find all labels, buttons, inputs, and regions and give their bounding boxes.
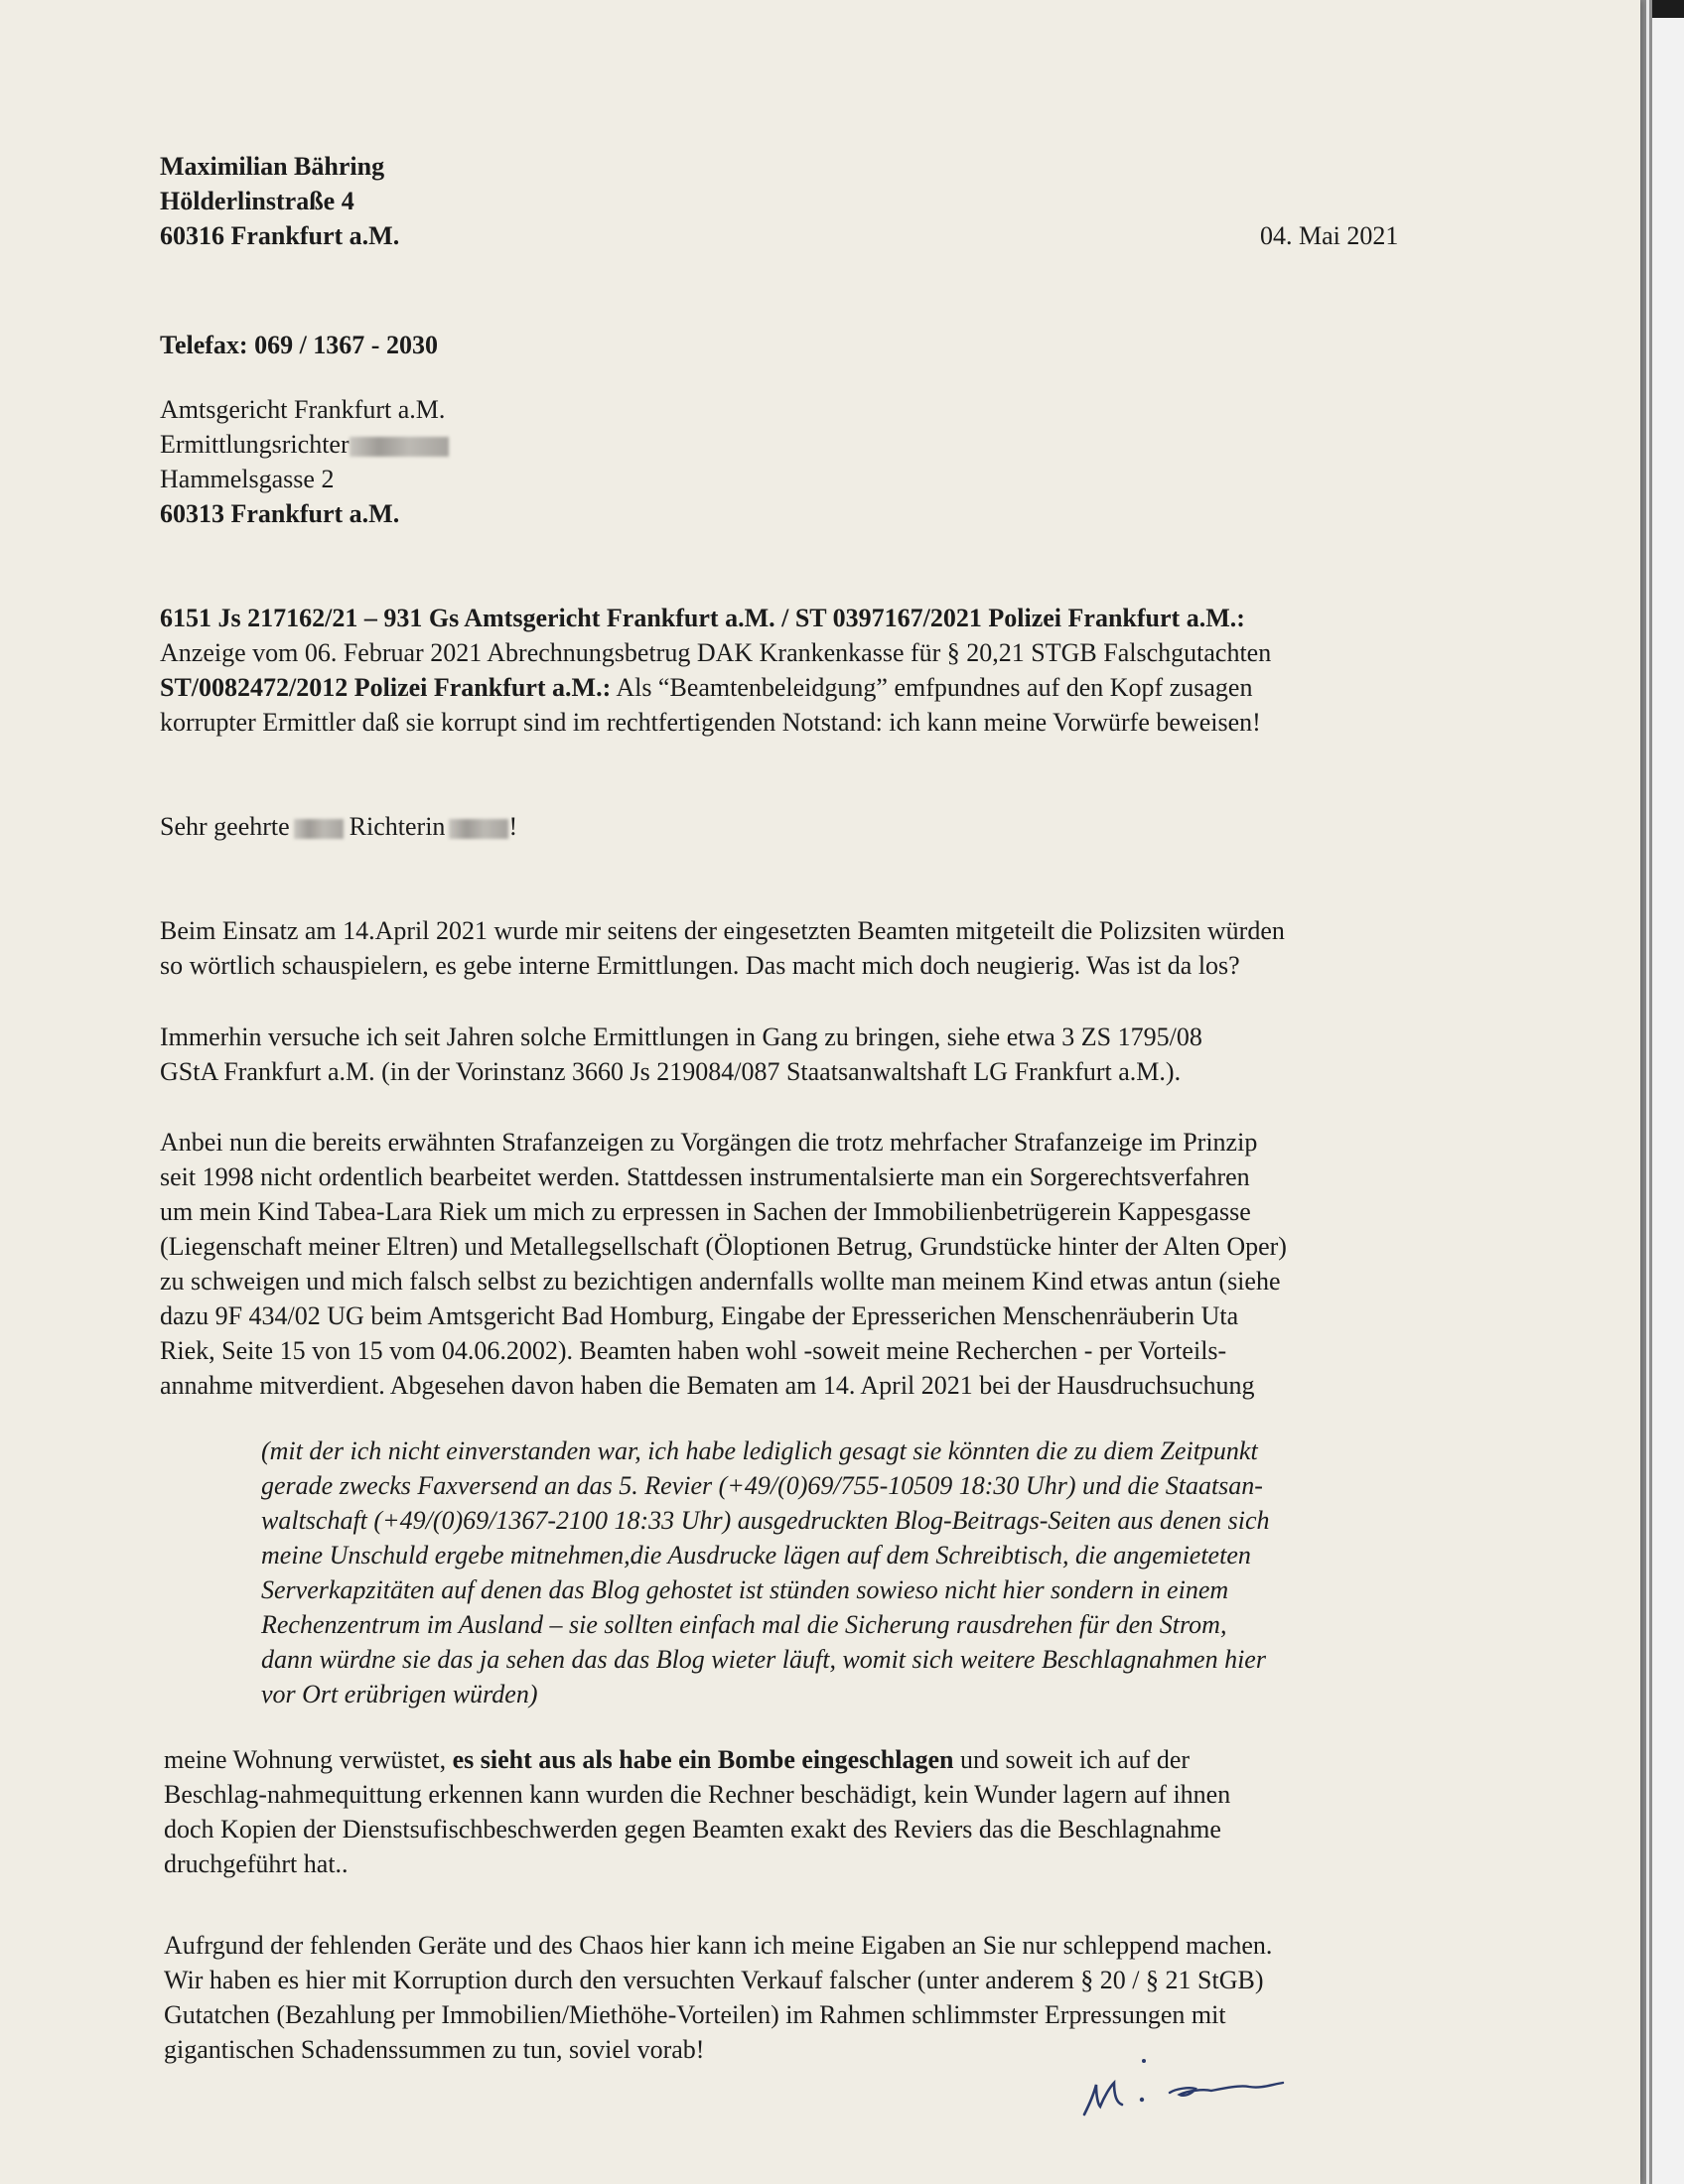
paragraph-line: druchgeführt hat.. <box>164 1849 349 1878</box>
paragraph-line: zu schweigen und mich falsch selbst zu bezichtigen andernfalls wollte man meinem Kind etwas antun (siehe <box>160 1267 1281 1296</box>
paragraph-line: Immerhin versuche ich seit Jahren solche Ermittlungen in Gang zu bringen, siehe etwa 3 ZS 1795/08 <box>160 1023 1202 1051</box>
subject-line-3-rest: Als “Beamtenbeleidgung” emfpundnes auf den Kopf zusagen <box>611 673 1253 702</box>
letter-date: 04. Mai 2021 <box>1260 221 1399 250</box>
paragraph-1 <box>160 913 1490 983</box>
redacted-title <box>294 819 344 839</box>
scan-edge-line <box>1646 0 1649 2184</box>
salutation-greeting: Sehr geehrte <box>160 812 290 841</box>
paragraph-4-post: und soweit ich auf der <box>953 1745 1191 1774</box>
quote-line: dann würdne sie das ja sehen das das Blog wieter läuft, womit sich weitere Beschlagnahmen hier <box>261 1645 1266 1674</box>
redacted-name <box>350 437 449 457</box>
recipient-judge-line <box>160 427 449 462</box>
paragraph-line: Beschlag-nahmequittung erkennen kann wurden die Rechner beschädigt, kein Wunder lagern auf ihnen <box>164 1780 1231 1809</box>
paragraph-line: Riek, Seite 15 von 15 vom 04.06.2002). Beamten haben wohl -soweit meine Recherchen - per Vorteils- <box>160 1336 1227 1365</box>
paragraph-line: gigantischen Schadenssummen zu tun, soviel vorab! <box>164 2035 705 2064</box>
quote-line: meine Unschuld ergebe mitnehmen,die Ausdrucke lägen auf dem Schreibtisch, die angemieteten <box>261 1541 1251 1570</box>
paragraph-3 <box>160 1125 1490 1403</box>
subject-line-2: Anzeige vom 06. Februar 2021 Abrechnungsbetrug DAK Krankenkasse für § 20,21 STGB Falschgutachten <box>160 638 1272 667</box>
paragraph-line: GStA Frankfurt a.M. (in der Vorinstanz 3660 Js 219084/087 Staatsanwaltshaft LG Frankfurt a.M.). <box>160 1057 1182 1086</box>
recipient-street: Hammelsgasse 2 <box>160 465 335 493</box>
recipient-court: Amtsgericht Frankfurt a.M. <box>160 395 446 424</box>
paragraph-line: doch Kopien der Dienstsufischbeschwerden gegen Beamten exakt des Reviers das die Beschlagnahme <box>164 1815 1221 1843</box>
paragraph-line: annahme mitverdient. Abgesehen davon haben die Bematen am 14. April 2021 bei der Hausdruchsuchung <box>160 1371 1255 1400</box>
quote-line: Serverkapzitäten auf denen das Blog gehostet ist stünden sowieso nicht hier sondern in einem <box>261 1575 1229 1604</box>
recipient-title: Ermittlungsrichter <box>160 430 350 459</box>
quote-line: gerade zwecks Faxversend an das 5. Revier (+49/(0)69/755-10509 18:30 Uhr) und die Staatsan- <box>261 1471 1263 1500</box>
paragraph-line: um mein Kind Tabea-Lara Riek um mich zu erpressen in Sachen der Immobilienbetrügerein Kappesgasse <box>160 1197 1251 1226</box>
subject-line-3 <box>160 670 1490 705</box>
subject-block <box>160 601 1490 740</box>
subject-line-4: korrupter Ermittler daß sie korrupt sind im rechtfertigenden Notstand: ich kann meine Vorwürfe beweisen! <box>160 708 1261 737</box>
handwritten-signature <box>1072 2045 1311 2134</box>
quoted-passage <box>261 1433 1433 1711</box>
paragraph-line: seit 1998 nicht ordentlich bearbeitet werden. Stattdessen instrumentalsierte man ein Sorgerechtsverfahren <box>160 1162 1250 1191</box>
salutation-title: Richterin <box>349 812 446 841</box>
paragraph-line: Gutatchen (Bezahlung per Immobilien/Miethöhe-Vorteilen) im Rahmen schlimmster Erpressungen mit <box>164 2000 1226 2029</box>
fax-number: Telefax: 069 / 1367 - 2030 <box>160 331 438 359</box>
scan-edge-dark <box>1652 0 1684 18</box>
subject-line-1: 6151 Js 217162/21 – 931 Gs Amtsgericht Frankfurt a.M. / ST 0397167/2021 Polizei Frankfurt a.M.: <box>160 604 1245 632</box>
quote-line: Rechenzentrum im Ausland – sie sollten einfach mal die Sicherung rausdrehen für den Strom, <box>261 1610 1227 1639</box>
salutation-end: ! <box>508 812 518 841</box>
paragraph-line: Aufrgund der fehlenden Geräte und des Chaos hier kann ich meine Eigaben an Sie nur schleppend machen. <box>164 1931 1273 1960</box>
sender-name: Maximilian Bähring <box>160 152 385 181</box>
paragraph-2 <box>160 1020 1490 1089</box>
redacted-surname <box>449 819 508 839</box>
paragraph-line: dazu 9F 434/02 UG beim Amtsgericht Bad Homburg, Eingabe der Epresserichen Menschenräuberin Uta <box>160 1301 1239 1330</box>
paragraph-line: Beim Einsatz am 14.April 2021 wurde mir seitens der eingesetzten Beamten mitgeteilt die Polizsiten würden <box>160 916 1285 945</box>
quote-line: waltschaft (+49/(0)69/1367-2100 18:33 Uhr) ausgedruckten Blog-Beitrags-Seiten aus denen sich <box>261 1506 1270 1535</box>
sender-city: 60316 Frankfurt a.M. <box>160 221 400 250</box>
quote-line: vor Ort erübrigen würden) <box>261 1680 538 1708</box>
paragraph-line: Wir haben es hier mit Korruption durch den versuchten Verkauf falscher (unter anderem § 20 / § 21 StGB) <box>164 1966 1264 1994</box>
sender-street: Hölderlinstraße 4 <box>160 187 354 215</box>
salutation <box>160 809 517 844</box>
paragraph-line: (Liegenschaft meiner Eltren) und Metallegsellschaft (Öloptionen Betrug, Grundstücke hinter der Alten Oper) <box>160 1232 1287 1261</box>
quote-line: (mit der ich nicht einverstanden war, ich habe lediglich gesagt sie könnten die zu diem Zeitpunkt <box>261 1436 1258 1465</box>
recipient-address <box>160 392 449 531</box>
paragraph-4-pre: meine Wohnung verwüstet, <box>164 1745 453 1774</box>
subject-reference: ST/0082472/2012 Polizei Frankfurt a.M.: <box>160 673 612 702</box>
paragraph-4-emphasis: es sieht aus als habe ein Bombe eingeschlagen <box>452 1745 954 1774</box>
sender-address <box>160 149 399 253</box>
recipient-city: 60313 Frankfurt a.M. <box>160 499 400 528</box>
scan-edge-light <box>1652 18 1684 2184</box>
paragraph-4 <box>164 1742 1494 1881</box>
paragraph-line: Anbei nun die bereits erwähnten Strafanzeigen zu Vorgängen die trotz mehrfacher Strafanzeige im Prinzip <box>160 1128 1258 1157</box>
paragraph-line: so wörtlich schauspielern, es gebe interne Ermittlungen. Das macht mich doch neugierig. Was ist da los? <box>160 951 1240 980</box>
paragraph-line <box>164 1742 1494 1777</box>
